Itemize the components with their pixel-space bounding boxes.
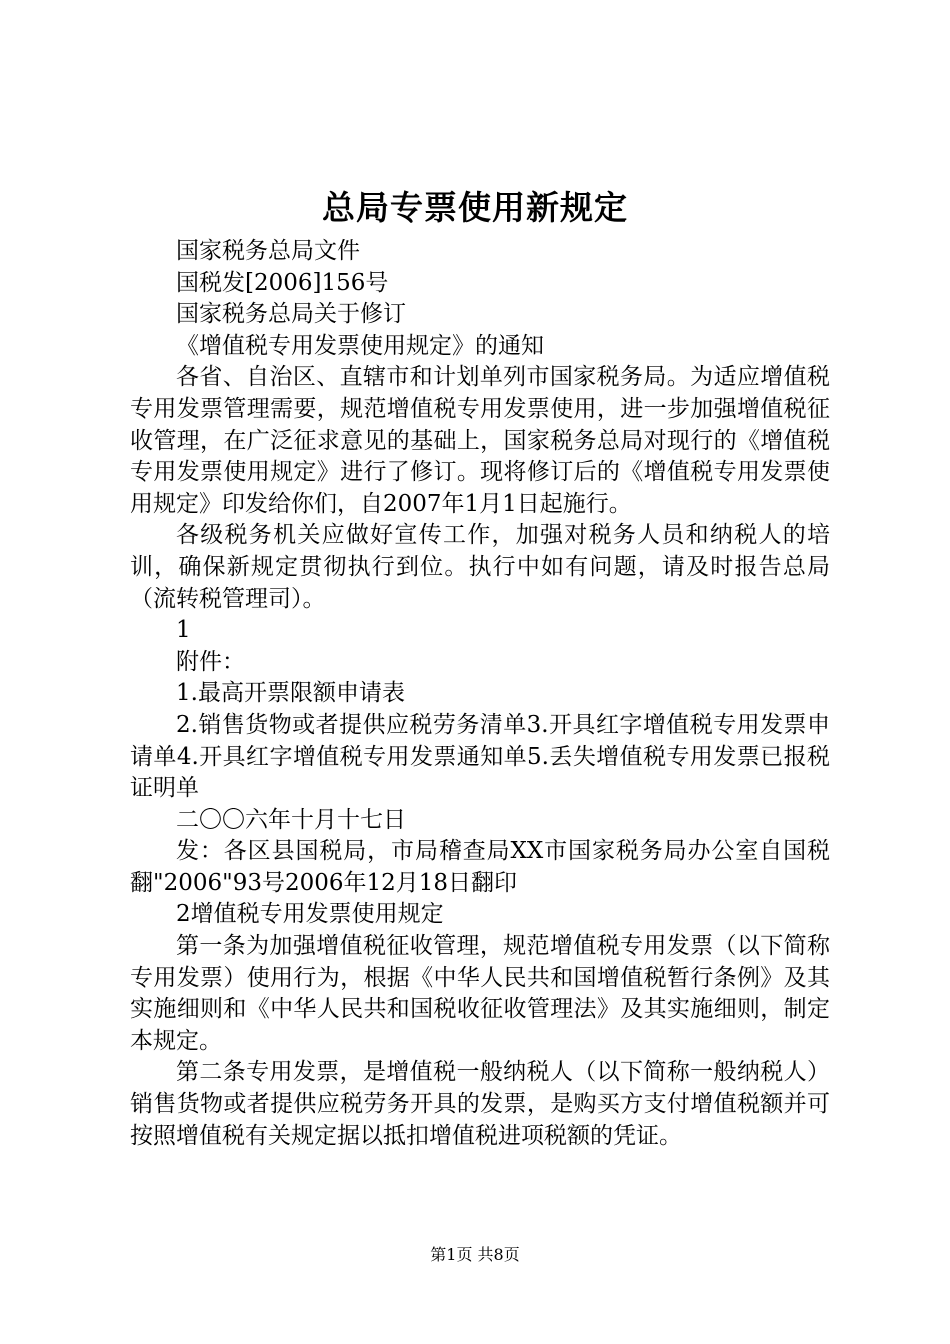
paragraph-notice-body: 各省、自治区、直辖市和计划单列市国家税务局。为适应增值税专用发票管理需要，规范增值税专用发票使用，进一步加强增值税征收管理，在广泛征求意见的基础上，国家税务总局对现行的《增值税专用发票使用规定》进行了修订。现将修订后的《增值税专用发票使用规定》印发给你们，自2007年1月1日起施行。 (130, 364, 830, 517)
page-footer: 第1页 共8页 (430, 1245, 520, 1264)
paragraph-article-1: 第一条为加强增值税征收管理，规范增值税专用发票（以下简称专用发票）使用行为，根据《中华人民共和国增值税暂行条例》及其实施细则和《中华人民共和国税收征收管理法》及其实施细则，制定本规定。 (130, 933, 830, 1054)
paragraph-attachment-1: 1.最高开票限额申请表 (176, 680, 405, 707)
page-title: 总局专票使用新规定 (322, 188, 628, 227)
paragraph-page-marker-1: 1 (176, 617, 191, 644)
paragraph-subject-line-1: 国家税务总局关于修订 (176, 301, 406, 328)
paragraph-issuer: 国家税务总局文件 (176, 238, 360, 264)
paragraph-date: 二〇〇六年十月十七日 (176, 806, 406, 833)
paragraph-subject-line-2: 《增值税专用发票使用规定》的通知 (176, 332, 544, 359)
paragraph-doc-number: 国税发[2006]156号 (176, 269, 389, 296)
paragraph-training: 各级税务机关应做好宣传工作，加强对税务人员和纳税人的培训，确保新规定贯彻执行到位。执行中如有问题，请及时报告总局（流转税管理司）。 (130, 522, 830, 612)
paragraph-section-heading: 2增值税专用发票使用规定 (176, 901, 444, 928)
paragraph-distribution: 发：各区县国税局，市局稽查局XX市国家税务局办公室自国税翻"2006"93号2006年12月18日翻印 (130, 838, 830, 896)
paragraph-article-2: 第二条专用发票，是增值税一般纳税人（以下简称一般纳税人）销售货物或者提供应税劳务开具的发票，是购买方支付增值税额并可按照增值税有关规定据以抵扣增值税进项税额的凭证。 (130, 1059, 830, 1149)
paragraph-attachments-heading: 附件： (176, 648, 245, 675)
paragraph-attachments-2-5: 2.销售货物或者提供应税劳务清单3.开具红字增值税专用发票申请单4.开具红字增值税专用发票通知单5.丢失增值税专用发票已报税证明单 (130, 711, 830, 802)
document-body (130, 236, 830, 1152)
